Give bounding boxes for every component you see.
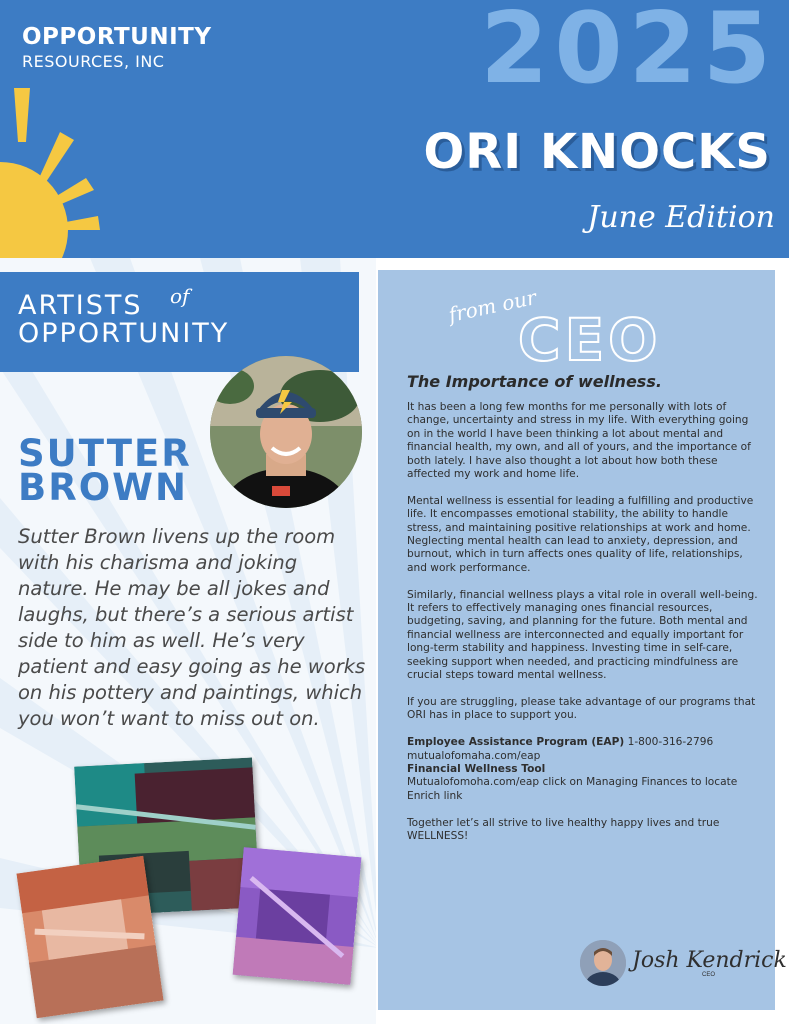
eap-phone: 1-800-316-2796: [627, 736, 714, 749]
header-banner: [0, 0, 789, 258]
paragraph: Mental wellness is essential for leading a fulfilling and productive life. It encompasses emotional stability, the ability to handle stress, and maintaining positive relationships at work and home. Neglecting mental health can lead to anxiety, depression, and burnout, which in turn affects ones quality of life, relationships, and work performance.: [407, 494, 754, 574]
eap-label: Employee Assistance Program (EAP): [407, 736, 625, 749]
ceo-signature: Josh Kendrick: [632, 948, 787, 973]
ceo-avatar: [580, 940, 626, 986]
financial-tool-text: Mutualofomoha.com/eap click on Managing Finances to locate Enrich link: [407, 776, 738, 802]
artist-bio: Sutter Brown livens up the room with his charisma and joking nature. He may be all jokes and laughs, but there’s a serious artist side to him as well. He’s very patient and easy going as he works on his pottery and paintings, which you won’t want to miss out on.: [18, 525, 366, 730]
closing-paragraph: Together let’s all strive to live healthy happy lives and true WELLNESS!: [407, 816, 720, 842]
resources-block: [407, 736, 763, 803]
artist-photo: [210, 356, 362, 508]
paragraph: It has been a long few months for me personally with lots of change, uncertainty and stress in my life. With everything going on in the world I have been thinking a lot about mental and financial health, my own, and all of yours, and the importance of both lately. I have also thought a lot about how both these affected my work and home life.: [407, 401, 751, 481]
artists-of: of: [170, 284, 190, 308]
year-title: 2025: [480, 0, 777, 106]
logo-line2: RESOURCES, INC: [22, 52, 165, 71]
artists-heading: ARTISTS: [18, 290, 143, 321]
from-our-label: from our: [446, 285, 539, 327]
artist-name-last: BROWN: [18, 466, 188, 509]
newsletter-title: ORI KNOCKS: [423, 124, 771, 180]
ceo-signature-title: CEO: [702, 972, 716, 978]
opportunity-heading: OPPORTUNITY: [18, 318, 230, 349]
artwork-abstract-orange: [16, 856, 163, 1018]
article-headline: The Importance of wellness.: [407, 372, 662, 391]
article-body: [407, 401, 763, 857]
logo-line1: OPPORTUNITY: [22, 24, 212, 50]
sun-icon: [0, 80, 150, 258]
edition-label: June Edition: [587, 200, 775, 235]
eap-url: mutualofomaha.com/eap: [407, 749, 541, 762]
artist-name-first: SUTTER: [18, 432, 192, 475]
financial-tool-label: Financial Wellness Tool: [407, 762, 546, 775]
paragraph: If you are struggling, please take advantage of our programs that ORI has in place to support you.: [407, 695, 756, 722]
ceo-heading: CEO: [518, 306, 662, 374]
paragraph: Similarly, financial wellness plays a vital role in overall well-being. It refers to effectively managing ones financial resources, budgeting, saving, and planning for the future. Both mental and financial wellness are interconnected and equally important for long-term stability and happiness. Investing time in self-care, seeking support when needed, and practicing mindfulness are crucial steps toward mental wellness.: [407, 588, 758, 682]
artwork-abstract-purple: [233, 847, 362, 985]
